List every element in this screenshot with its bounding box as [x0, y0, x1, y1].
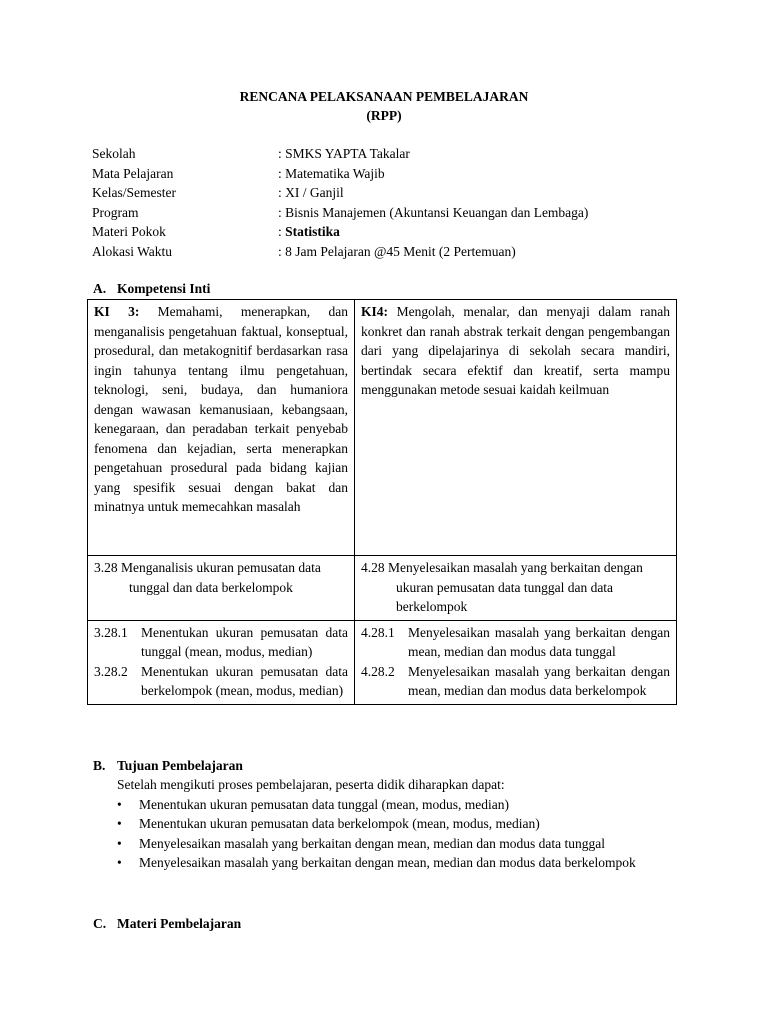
ki4-cell: [355, 300, 677, 556]
document-title: RENCANA PELAKSANAAN PEMBELAJARAN: [239, 89, 529, 104]
ki4-text: Mengolah, menalar, dan menyaji dalam ranah konkret dan ranah abstrak terkait dengan pengembangan dari yang dipelajarinya di sekolah secara mandiri, bertindak secara efektif dan kreatif, serta mampu menggunakan metode sesuai kaidah keilmuan: [361, 304, 670, 397]
ind4-cell: [355, 620, 677, 704]
identity-label: Program: [92, 204, 139, 220]
ki3-cell: [88, 300, 355, 556]
list-item-text: Menyelesaikan masalah yang berkaitan dengan mean, median dan modus data tunggal: [139, 835, 605, 851]
identity-block: [92, 144, 588, 261]
list-item-text: Menentukan ukuran pemusatan data tunggal (mean, modus, median): [139, 796, 510, 812]
list-item: [117, 853, 687, 873]
list-item-text: Menentukan ukuran pemusatan data berkelompok (mean, modus, median): [139, 816, 540, 831]
section-title: Kompetensi Inti: [117, 281, 211, 296]
kd4-text: 4.28 Menyelesaikan masalah yang berkaitan dengan ukuran pemusatan data tunggal dan data berkelompok: [361, 560, 643, 614]
identity-label: Materi Pokok: [92, 224, 166, 239]
bullet-icon: •: [117, 796, 122, 812]
list-item: [117, 795, 687, 815]
table-row: [88, 620, 677, 704]
indicator-number: 4.28.1: [361, 624, 395, 640]
ki3-text: Memahami, menerapkan, dan menganalisis pengetahuan faktual, konseptual, prosedural, dan metakognitif berdasarkan rasa ingin tahunya tentang ilmu pengetahuan, teknologi, seni, budaya, dan humaniora dengan wawasan kemanusiaan, kebangsaan, kenegaraan, dan peradaban terkait penyebab fenomena dan kejadian, serta menerapkan pengetahuan prosedural pada bidang kajian yang spesifik sesuai dengan bakat dan minatnya untuk memecahkan masalah: [94, 304, 348, 514]
section-title: Materi Pembelajaran: [117, 916, 242, 931]
identity-label: Kelas/Semester: [92, 185, 176, 200]
indicator-item: [94, 662, 348, 701]
tujuan-list: [117, 795, 687, 873]
bullet-icon: •: [117, 835, 122, 851]
identity-row-program: [92, 203, 588, 223]
table-row: [88, 556, 677, 621]
indicator-item: [361, 623, 670, 662]
identity-row-sekolah: [92, 144, 588, 164]
identity-label: Alokasi Waktu: [92, 243, 173, 259]
identity-row-kelas: [92, 183, 588, 203]
indicator-number: 3.28.1: [94, 624, 128, 640]
section-letter: C.: [93, 916, 107, 931]
ki3-label: KI 3:: [94, 304, 140, 319]
kd3-text: 3.28 Menganalisis ukuran pemusatan data tunggal dan data berkelompok: [94, 560, 321, 595]
identity-row-alokasi: [92, 242, 588, 262]
identity-label: Mata Pelajaran: [92, 165, 174, 181]
identity-value: Statistika: [285, 224, 340, 239]
kd4-cell: [355, 556, 677, 621]
indicator-number: 3.28.2: [94, 663, 128, 679]
identity-value: : SMKS YAPTA Takalar: [278, 146, 410, 161]
identity-value: : 8 Jam Pelajaran @45 Menit (2 Pertemuan): [278, 243, 516, 259]
bullet-icon: •: [117, 855, 122, 870]
identity-value-prefix: :: [278, 224, 286, 239]
indicator-item: [94, 623, 348, 662]
section-title: Tujuan Pembelajaran: [117, 758, 243, 773]
list-item-text: Menyelesaikan masalah yang berkaitan dengan mean, median dan modus data berkelompok: [139, 855, 636, 870]
section-letter: A.: [93, 281, 107, 296]
section-c-heading: [93, 914, 241, 934]
identity-row-materi: [92, 222, 588, 242]
section-a-heading: [93, 279, 210, 299]
indicator-number: 4.28.2: [361, 663, 395, 679]
identity-value: : XI / Ganjil: [278, 185, 344, 200]
table-row: [88, 300, 677, 556]
identity-row-mapel: [92, 164, 588, 184]
indicator-item: [361, 662, 670, 701]
identity-label: Sekolah: [92, 146, 136, 161]
indicator-text: Menyelesaikan masalah yang berkaitan dengan mean, median dan modus data tunggal: [408, 624, 670, 659]
section-letter: B.: [93, 758, 106, 773]
indicator-text: Menentukan ukuran pemusatan data tunggal (mean, modus, median): [141, 624, 348, 659]
identity-value: : Bisnis Manajemen (Akuntansi Keuangan dan Lembaga): [278, 204, 589, 220]
bullet-icon: •: [117, 816, 122, 831]
kompetensi-table: [87, 299, 677, 705]
identity-value: : Matematika Wajib: [278, 165, 385, 181]
indicator-text: Menyelesaikan masalah yang berkaitan dengan mean, median dan modus data berkelompok: [408, 663, 670, 698]
section-b-heading: [93, 756, 243, 776]
kd3-cell: [88, 556, 355, 621]
tujuan-intro: Setelah mengikuti proses pembelajaran, peserta didik diharapkan dapat:: [117, 777, 505, 792]
ind3-cell: [88, 620, 355, 704]
tujuan-block: [117, 775, 687, 873]
document-subtitle: (RPP): [366, 108, 402, 123]
list-item: [117, 834, 687, 854]
list-item: [117, 814, 687, 834]
indicator-text: Menentukan ukuran pemusatan data berkelompok (mean, modus, median): [141, 663, 348, 698]
ki4-label: KI4:: [361, 304, 388, 319]
